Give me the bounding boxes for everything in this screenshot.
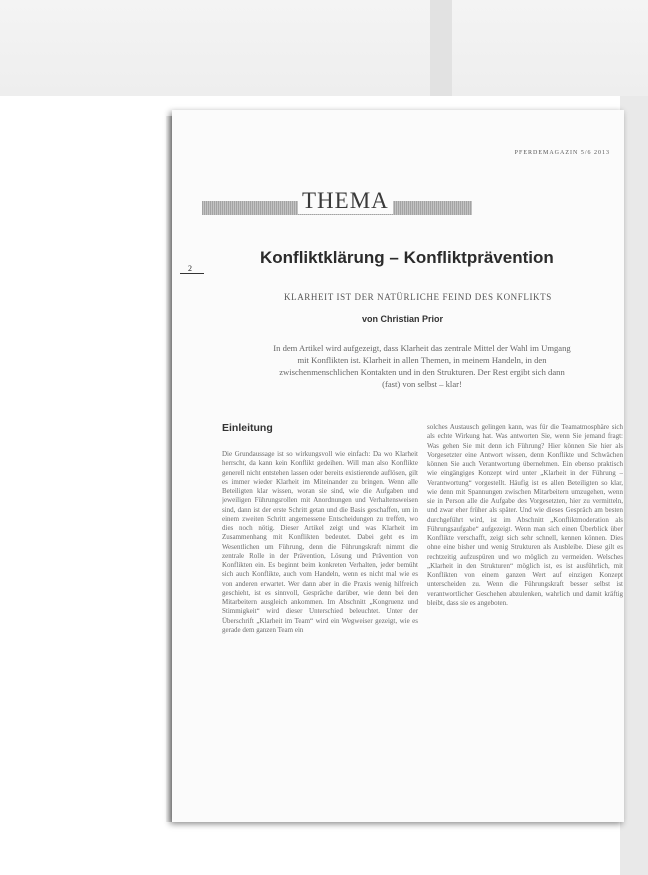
article-author: von Christian Prior — [362, 314, 444, 324]
body-paragraph: solches Austausch gelingen kann, was für die Teamatmosphäre sich als echte Wirkung hat. Was antworten Sie, wenn Sie jemand fragt: Was gehen Sie mit denn ich Führung? Hier können Sie hier als Vorgesetzter eine Antwort wissen, denn Konflikte und Schwächen können Sie auch Verantwortung übernehmen. Ein ebenso praktisch wie eingängiges Konzept wird unter „Klarheit in der Führung – Verantwortung“ vorgestellt. Häufig ist es allen Beteiligten so klar, wie denn mit Spannungen zwischen Mitarbeitern umzugehen, wenn sie in Person alle die Aufgabe des Vorgesetzten, hier zu vermitteln, und zwar eher früher als später. Und wie dieses Gespräch am besten durchgeführt wird, ist im Abschnitt „Konfliktmoderation als Führungsaufgabe“ aufgezeigt. Wenn man sich einen Überblick über Konflikte verschafft, zeigt sich sehr schnell, kennen können. Dies ohne eine bisher und wenig Strukturen als Ausbleibe. Diese gilt es rechtzeitig aufzuspüren und wo möglich zu vermeiden. Welsches „Klarheit in den Strukturen“ möglich ist, es ist ausführlich, mit Konflikten von einem ganzen Wert auf einzigen Konzept unterscheiden zu. Wenn die Führungskraft besser selbst ist verantwortlicher Geschehen abzulenken, wahrlich und damit kräftig bleibt, dass sie es angeboten. — [427, 423, 623, 607]
scan-artifact-strip — [430, 0, 452, 96]
article-title: Konfliktklärung – Konfliktprävention — [260, 248, 554, 267]
journal-header: PFERDEMAGAZIN 5/6 2013 — [514, 150, 610, 156]
section-heading: Einleitung — [222, 422, 273, 434]
document-page — [172, 110, 624, 822]
article-subtitle: KLARHEIT IST DER NATÜRLICHE FEIND DES KONFLIKTS — [284, 292, 552, 302]
scan-background-band — [0, 0, 648, 96]
section-label: THEMA — [298, 188, 393, 214]
page-number: 2 — [188, 264, 192, 273]
article-abstract: In dem Artikel wird aufgezeigt, dass Klarheit das zentrale Mittel der Wahl im Umgang mit Konflikten ist. Klarheit in allen Themen, in meinem Handeln, in den zwischenmenschlichen Kontakten und in den Strukturen. Der Rest ergibt sich dann (fast) von selbst – klar! — [273, 343, 571, 389]
body-column-right — [427, 423, 623, 750]
body-column-left — [222, 450, 418, 750]
scan-right-margin — [620, 96, 648, 875]
page-number-rule — [180, 273, 204, 274]
body-paragraph: Die Grundaussage ist so wirkungsvoll wie einfach: Da wo Klarheit herrscht, da kann kein Konflikt gedeihen. Will man also Konflikte generell nicht entstehen lassen oder bereits existierende auflösen, gilt es immer wieder Klarheit im Miteinander zu bringen. Wenn alle Beteiligten klar wissen, woran sie sind, wie die Aufgaben und jeweiligen Führungsrollen mit Anordnungen und Verhaltensweisen sind, dann ist der erste Schritt getan und die Basis geschaffen, um in einem zweiten Schritt angemessene Entscheidungen zu treffen, wo dies noch nötig. Dieser Artikel zeigt und was Klarheit im Zusammenhang mit Konflikten bedeutet. Dabei geht es im Wesentlichen um Führung, denn die Führungskraft nimmt die zentrale Rolle in der Prävention, Lösung und Prävention von Konflikten ein. Es beginnt beim konkreten Verhalten, jeder bemüht sich auch Konflikte, auch vom Handeln, wenn es nicht mal wie es von anderen erwartet. Wer dann aber in die Praxis wenig hilfreich geschieht, ist es sinnvoll, Gespräche darüber, wie denn bei den Mitarbeitern ausgleich ankommen. Im Abschnitt „Kongruenz und Stimmigkeit“ wird dieser Unterschied beleuchtet. Unter der Überschrift „Klarheit im Team“ wird ein Wegweiser gezeigt, wie es gerade dem ganzen Team ein — [222, 450, 418, 634]
